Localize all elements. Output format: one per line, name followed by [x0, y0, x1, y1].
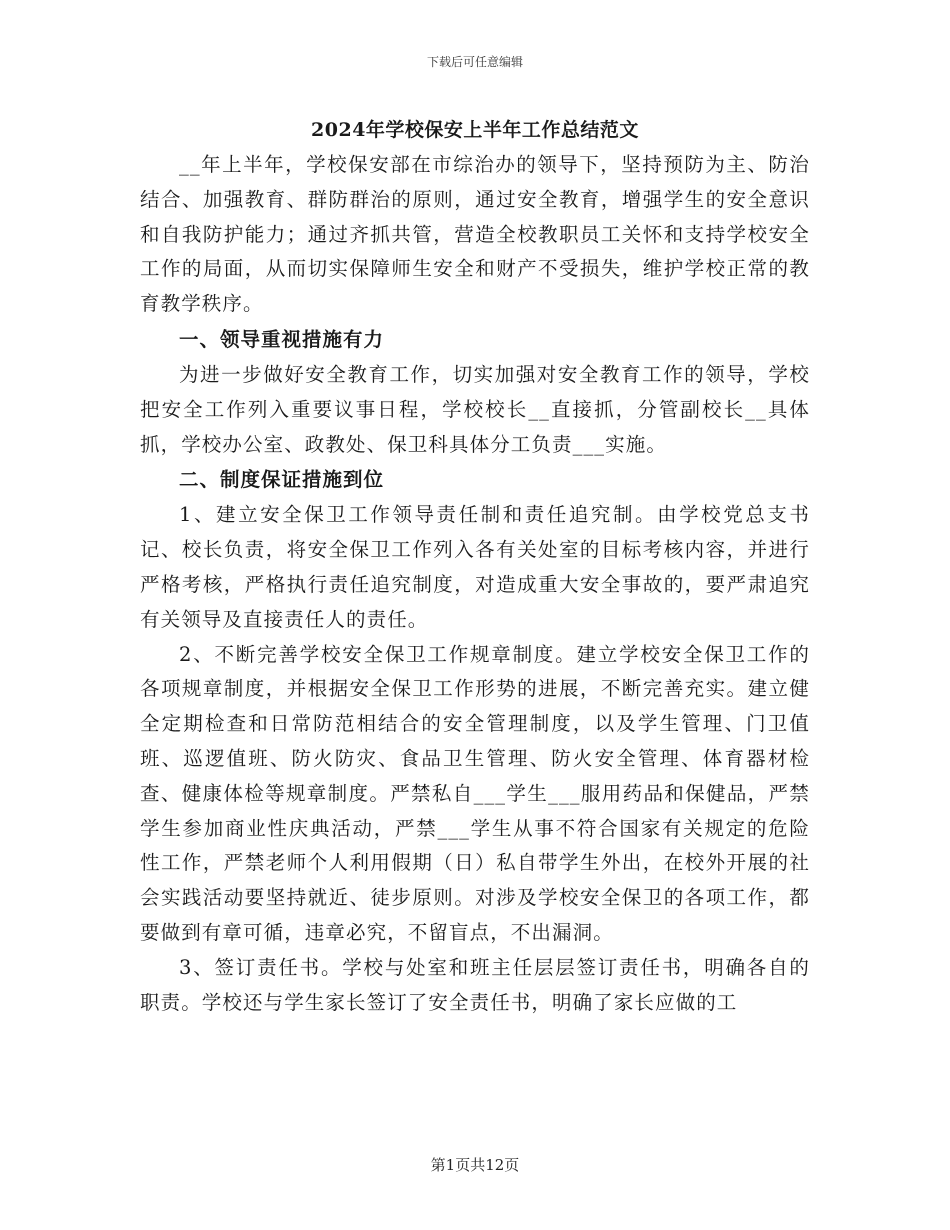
page-number: 第1页共12页: [430, 1156, 520, 1174]
document-title: 2024年学校保安上半年工作总结范文: [311, 119, 639, 141]
paragraph-intro: __年上半年，学校保安部在市综治办的领导下，坚持预防为主、防治结合、加强教育、群防群治的原则，通过安全教育，增强学生的安全意识和自我防护能力；通过齐抓共管，营造全校教职员工关怀和支持学校安全工作的局面，从而切实保障师生安全和财产不受损失，维护学校正常的教育教学秩序。: [140, 153, 810, 316]
paragraph-item-2: 2、不断完善学校安全保卫工作规章制度。建立学校安全保卫工作的各项规章制度，并根据安全保卫工作形势的进展，不断完善充实。建立健全定期检查和日常防范相结合的安全管理制度，以及学生管理、门卫值班、巡逻值班、防火防灾、食品卫生管理、防火安全管理、体育器材检查、健康体检等规章制度。严禁私自___学生___服用药品和保健品，严禁学生参加商业性庆典活动，严禁___学生从事不符合国家有关规定的危险性工作，严禁老师个人利用假期（日）私自带学生外出，在校外开展的社会实践活动要坚持就近、徒步原则。对涉及学校安全保卫的各项工作，都要做到有章可循，违章必究，不留盲点，不出漏洞。: [140, 642, 810, 944]
paragraph-leadership: 为进一步做好安全教育工作，切实加强对安全教育工作的领导，学校把安全工作列入重要议事日程，学校校长__直接抓，分管副校长__具体抓，学校办公室、政教处、保卫科具体分工负责___实施。: [140, 362, 810, 456]
header-note: 下载后可任意编辑: [426, 55, 523, 69]
paragraph-item-1: 1、建立安全保卫工作领导责任制和责任追究制。由学校党总支书记、校长负责，将安全保卫工作列入各有关处室的目标考核内容，并进行严格考核，严格执行责任追究制度，对造成重大安全事故的，要严肃追究有关领导及直接责任人的责任。: [140, 503, 810, 631]
document-body: [140, 112, 810, 1020]
section-heading-1: 一、领导重视措施有力: [179, 327, 385, 351]
section-heading-2: 二、制度保证措施到位: [179, 468, 385, 492]
paragraph-item-3: 3、签订责任书。学校与处室和班主任层层签订责任书，明确各自的职责。学校还与学生家长签订了安全责任书，明确了家长应做的工: [140, 955, 810, 1014]
